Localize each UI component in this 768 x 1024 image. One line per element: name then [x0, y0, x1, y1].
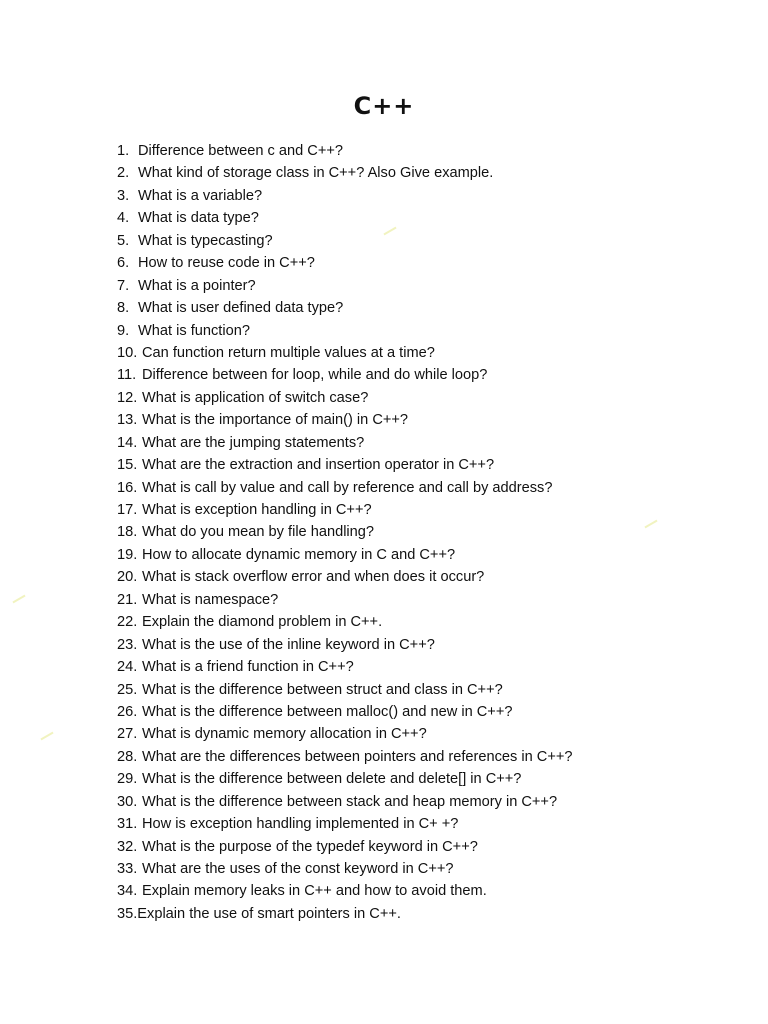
question-text: Difference between for loop, while and do while loop? — [142, 367, 488, 384]
question-item — [117, 320, 573, 342]
question-text: What is data type? — [138, 210, 259, 227]
question-item — [117, 297, 573, 319]
question-text: What is a pointer? — [138, 277, 256, 294]
question-number: 14. — [117, 434, 138, 451]
question-number: 11. — [117, 367, 137, 384]
question-number: 21. — [117, 591, 138, 608]
question-text: What are the jumping statements? — [142, 434, 365, 451]
question-text: What is typecasting? — [138, 232, 273, 249]
question-item — [117, 432, 573, 454]
question-number: 7. — [117, 277, 130, 294]
question-item — [117, 611, 573, 633]
question-text: What is a friend function in C++? — [142, 659, 354, 676]
question-item — [117, 813, 573, 835]
question-text: What is stack overflow error and when does it occur? — [142, 569, 485, 586]
question-text: What is exception handling in C++? — [142, 502, 372, 518]
question-number: 12. — [117, 389, 138, 406]
question-item — [117, 903, 573, 925]
question-number: 34. — [117, 883, 138, 900]
question-item — [117, 634, 573, 656]
question-text: What is application of switch case? — [142, 389, 369, 406]
question-text: What are the extraction and insertion operator in C++? — [142, 457, 495, 474]
paper-speck — [40, 732, 53, 741]
document-title: C++ — [353, 92, 415, 120]
question-number: 19. — [117, 546, 138, 563]
question-text: What is the difference between struct and class in C++? — [142, 681, 503, 698]
question-text: What is the difference between delete and delete[] in C++? — [142, 771, 522, 788]
question-text: What is call by value and call by reference and call by address? — [142, 479, 553, 496]
question-number: 33. — [117, 861, 138, 877]
question-text: What is namespace? — [142, 591, 279, 608]
question-item — [117, 275, 573, 297]
question-text: What is the difference between stack and heap memory in C++? — [142, 793, 558, 810]
question-text: What kind of storage class in C++? Also Give example. — [138, 165, 494, 182]
question-number: 26. — [117, 703, 138, 720]
question-number: 16. — [117, 479, 138, 496]
question-number: 25. — [117, 681, 138, 698]
question-item — [117, 252, 573, 274]
question-item — [117, 746, 573, 768]
question-item — [117, 185, 573, 207]
question-number: 30. — [117, 793, 138, 810]
question-number: 9. — [117, 322, 130, 339]
question-number: 4. — [117, 210, 130, 227]
question-text: How is exception handling implemented in C+ +? — [142, 816, 459, 833]
question-number: 8. — [117, 300, 130, 317]
question-text: Explain the use of smart pointers in C++. — [137, 905, 401, 922]
question-number: 6. — [117, 255, 130, 272]
question-text: Explain the diamond problem in C++. — [142, 614, 383, 631]
question-item — [117, 409, 573, 431]
question-text: What are the uses of the const keyword in C++? — [142, 861, 454, 877]
question-text: What do you mean by file handling? — [142, 524, 375, 541]
question-number: 15. — [117, 457, 138, 474]
question-number: 29. — [117, 771, 138, 788]
question-number: 17. — [117, 502, 138, 518]
question-item — [117, 880, 573, 902]
question-item — [117, 544, 573, 566]
question-text: How to reuse code in C++? — [138, 255, 315, 272]
question-number: 28. — [117, 748, 138, 765]
question-text: Explain memory leaks in C++ and how to avoid them. — [142, 883, 487, 900]
question-item — [117, 387, 573, 409]
paper-speck — [12, 595, 25, 604]
question-number: 23. — [117, 636, 138, 653]
question-item — [117, 477, 573, 499]
question-item — [117, 768, 573, 790]
question-number: 5. — [117, 232, 130, 249]
question-text: What is a variable? — [138, 187, 263, 204]
question-item — [117, 230, 573, 252]
question-number: 18. — [117, 524, 138, 541]
question-item — [117, 836, 573, 858]
question-text: What are the differences between pointers and references in C++? — [142, 748, 573, 765]
question-number: 24. — [117, 659, 138, 676]
question-item — [117, 364, 573, 386]
question-number: 10. — [117, 344, 138, 361]
question-number: 3. — [117, 187, 130, 204]
question-number: 2. — [117, 165, 130, 182]
question-text: What is dynamic memory allocation in C++? — [142, 726, 427, 743]
question-item — [117, 162, 573, 184]
question-item — [117, 454, 573, 476]
paper-speck — [644, 520, 657, 529]
question-item — [117, 566, 573, 588]
question-item — [117, 723, 573, 745]
question-text: Can function return multiple values at a time? — [142, 344, 435, 361]
question-text: What is the difference between malloc() and new in C++? — [142, 703, 513, 720]
question-number: 1. — [117, 143, 130, 159]
question-number: 20. — [117, 569, 138, 586]
question-number: 27. — [117, 726, 138, 743]
question-text: What is the use of the inline keyword in C++? — [142, 636, 435, 653]
question-item — [117, 858, 573, 880]
question-item — [117, 791, 573, 813]
question-item — [117, 679, 573, 701]
question-text: What is the purpose of the typedef keyword in C++? — [142, 838, 478, 855]
question-item — [117, 589, 573, 611]
question-item — [117, 521, 573, 543]
question-text: How to allocate dynamic memory in C and C++? — [142, 546, 456, 563]
question-text: What is the importance of main() in C++? — [142, 412, 409, 429]
question-item — [117, 207, 573, 229]
question-item — [117, 140, 573, 162]
question-number: 35. — [117, 905, 138, 922]
question-number: 32. — [117, 838, 138, 855]
question-text: What is function? — [138, 322, 250, 339]
question-number: 31. — [117, 816, 138, 833]
question-text: What is user defined data type? — [138, 300, 344, 317]
question-text: Difference between c and C++? — [138, 143, 343, 159]
question-item — [117, 701, 573, 723]
question-list — [117, 140, 573, 925]
question-item — [117, 656, 573, 678]
question-number: 22. — [117, 614, 138, 631]
question-item — [117, 342, 573, 364]
question-number: 13. — [117, 412, 138, 429]
question-item — [117, 499, 573, 521]
